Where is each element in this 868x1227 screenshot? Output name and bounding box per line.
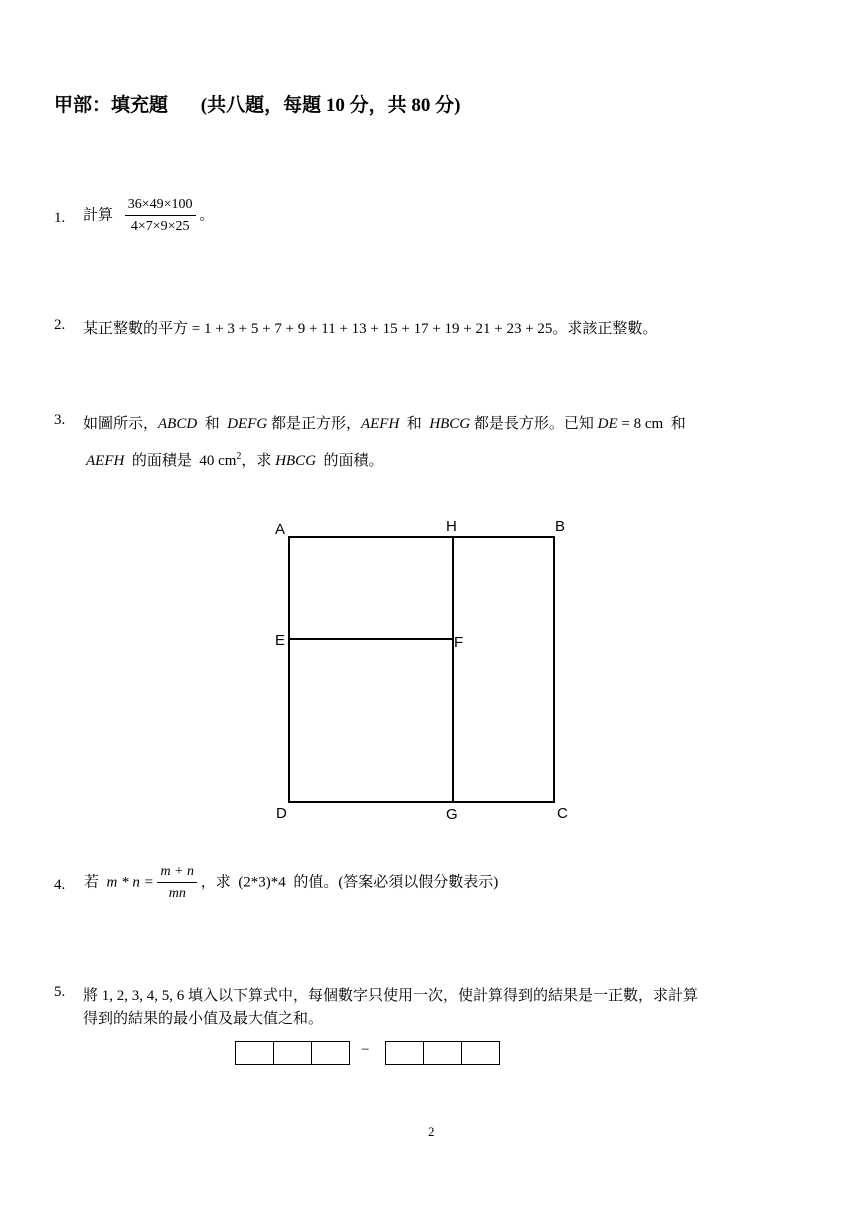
q4-fraction	[157, 864, 197, 902]
q2-number: 2.	[54, 317, 66, 333]
q3-text-e: ，求	[241, 453, 272, 469]
q3-var-de: DE	[597, 416, 618, 432]
digit-box	[424, 1041, 462, 1065]
q5-line2: 得到的結果的最小值及最大值之和。	[83, 1011, 324, 1027]
q4-numerator: m + n	[157, 864, 197, 883]
q3-text-d: 的面積是	[131, 453, 192, 469]
q4-lhs: m * n =	[106, 874, 154, 891]
q3-area-sup: 2	[236, 451, 242, 462]
q1-label: 計算	[83, 207, 114, 224]
q3-text-a: 如圖所示，	[83, 416, 159, 432]
digit-box	[312, 1041, 350, 1065]
q4-mid: ，求	[200, 874, 231, 891]
page-number: 2	[428, 1124, 435, 1139]
q4-if: 若	[84, 874, 100, 891]
q4-text	[84, 864, 498, 902]
q3-text-c: 都是長方形。已知	[473, 416, 594, 432]
label-h: H	[446, 518, 457, 535]
right-digit-boxes	[385, 1041, 500, 1065]
q5-number: 5.	[54, 984, 66, 1000]
label-f: F	[454, 634, 464, 651]
label-a: A	[275, 521, 286, 538]
diagram-lines	[289, 537, 554, 802]
label-b: B	[555, 518, 566, 535]
outer-rectangle	[289, 537, 554, 802]
q3-text-f: 的面積。	[323, 453, 384, 469]
q1-denominator: 4×7×9×25	[130, 219, 190, 234]
q4-denominator: mn	[168, 886, 186, 901]
q5-line1: 將 1, 2, 3, 4, 5, 6 填入以下算式中，每個數字只使用一次，使計算得到的結果是一正數，求計算	[83, 988, 699, 1004]
digit-box	[235, 1041, 274, 1065]
q1-number: 1.	[54, 210, 66, 226]
section-points: (共八題，每題 10 分，共 80 分)	[200, 95, 461, 116]
q3-and-1: 和	[204, 416, 220, 432]
digit-box	[462, 1041, 500, 1065]
q3-var-abcd: ABCD	[158, 416, 198, 432]
left-digit-boxes	[235, 1041, 350, 1065]
q3-text-b: 都是正方形，	[270, 416, 361, 432]
q3-number: 3.	[54, 412, 66, 428]
minus-sign: −	[361, 1042, 370, 1058]
digit-box	[274, 1041, 312, 1065]
q3-area-value: 40 cm	[199, 453, 237, 469]
q3-de-value: = 8 cm	[621, 416, 664, 432]
digit-box	[385, 1041, 424, 1065]
label-e: E	[275, 632, 286, 649]
q3-var-aefh-2: AEFH	[86, 453, 125, 469]
q1-end: 。	[199, 207, 215, 224]
q3-and-3: 和	[670, 416, 686, 432]
q4-number: 4.	[54, 877, 66, 893]
label-g: G	[446, 806, 458, 823]
q2-text: 某正整數的平方 = 1 + 3 + 5 + 7 + 9 + 11 + 13 + 15 + 17 + 19 + 21 + 23 + 25。求該正整數。	[83, 321, 658, 337]
q3-and-2: 和	[406, 416, 422, 432]
q4-rest: 的值。(答案必須以假分數表示)	[293, 874, 499, 891]
q3-var-defg: DEFG	[227, 416, 268, 432]
q3-var-aefh: AEFH	[360, 416, 400, 432]
label-d: D	[276, 805, 287, 822]
q3-var-hbcg: HBCG	[429, 416, 471, 432]
q1-numerator: 36×49×100	[125, 197, 196, 216]
q3-var-hbcg-2: HBCG	[275, 453, 317, 469]
q4-expression: (2*3)*4	[238, 874, 286, 891]
label-c: C	[557, 805, 568, 822]
section-title: 甲部：填充題	[54, 95, 169, 116]
